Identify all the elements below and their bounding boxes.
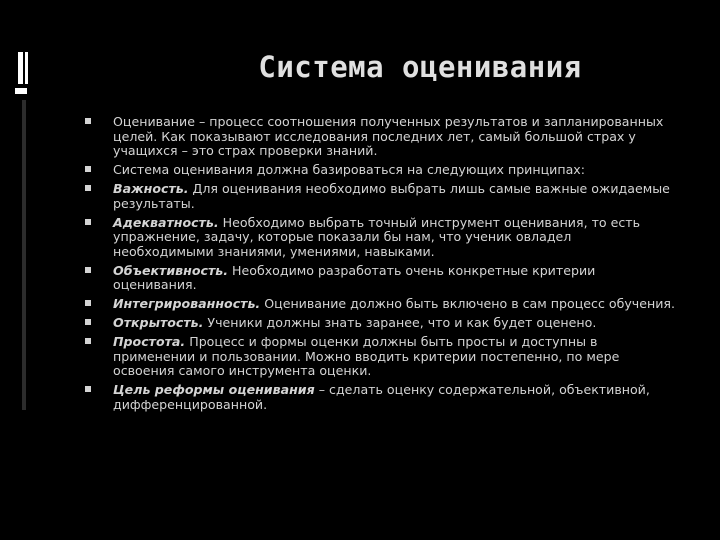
square-bullet-icon xyxy=(85,219,91,225)
item-term: Цель реформы оценивания xyxy=(113,382,315,397)
square-bullet-icon xyxy=(85,338,91,344)
item-term: Интегрированность. xyxy=(113,296,261,311)
list-item xyxy=(85,115,675,159)
square-bullet-icon xyxy=(85,386,91,392)
list-item xyxy=(85,316,675,331)
item-term: Открытость. xyxy=(113,315,204,330)
decor-bar xyxy=(18,52,23,84)
decor-line xyxy=(22,100,26,410)
slide-title: Система оценивания xyxy=(258,50,582,84)
list-item xyxy=(85,182,675,211)
item-text: Процесс и формы оценки должны быть просты и доступны в применении и пользовании. Можно вводить критерии постепенно, по мере освоения самого инструмента оценки. xyxy=(113,334,620,378)
item-term: Простота. xyxy=(113,334,186,349)
list-item xyxy=(85,264,675,293)
item-text: Необходимо выбрать точный инструмент оценивания, то есть упражнение, задачу, которые показали бы нам, что ученик овладел необходимыми знаниями, умениями, навыками. xyxy=(113,214,641,259)
list-item xyxy=(85,335,675,379)
item-term: Важность. xyxy=(113,181,189,196)
item-text: Необходимо разработать очень конкретные критерии оценивания. xyxy=(113,262,596,292)
item-text: Система оценивания должна базироваться на следующих принципах: xyxy=(113,162,586,177)
item-text: Ученики должны знать заранее, что и как будет оценено. xyxy=(203,315,597,330)
item-text: Оценивание – процесс соотношения полученных результатов и запланированных целей. Как показывают исследования последних лет, самый большой страх у учащихся – это страх проверки знаний. xyxy=(113,114,664,158)
square-bullet-icon xyxy=(85,118,91,124)
item-term: Объективность. xyxy=(113,262,229,278)
list-item xyxy=(85,163,675,178)
item-term: Адекватность. xyxy=(113,214,219,230)
item-text: Для оценивания необходимо выбрать лишь самые важные ожидаемые результаты. xyxy=(113,181,670,211)
item-text: Оценивание должно быть включено в сам процесс обучения. xyxy=(260,296,675,311)
list-item xyxy=(85,297,675,312)
square-bullet-icon xyxy=(85,185,91,191)
square-bullet-icon xyxy=(85,166,91,172)
list-item xyxy=(85,216,675,260)
bullet-list xyxy=(85,115,675,417)
square-bullet-icon xyxy=(85,300,91,306)
decor-bar xyxy=(25,52,28,84)
item-text: – сделать оценку содержательной, объективной, дифференцированной. xyxy=(113,382,650,412)
decor-bar xyxy=(15,88,27,94)
square-bullet-icon xyxy=(85,267,91,273)
list-item xyxy=(85,383,675,412)
square-bullet-icon xyxy=(85,319,91,325)
